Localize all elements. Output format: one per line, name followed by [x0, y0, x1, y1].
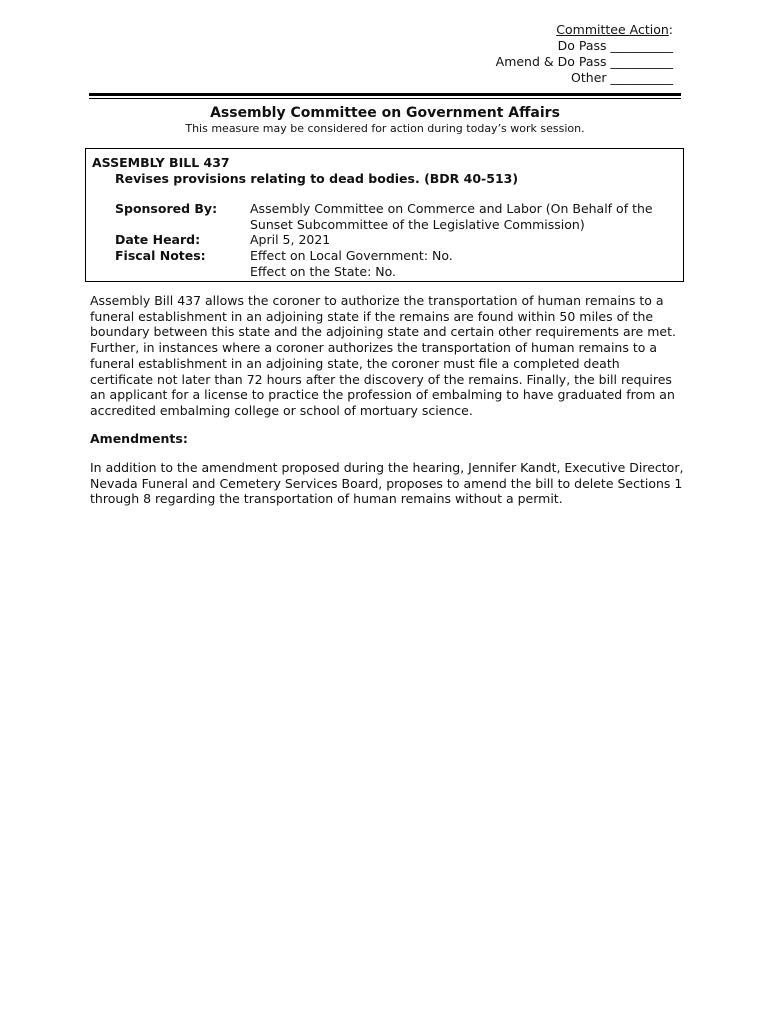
committee-action-other: Other __________ [571, 70, 673, 85]
sponsored-by-label: Sponsored By: [115, 201, 218, 216]
committee-subtitle: This measure may be considered for action during today’s work session. [185, 122, 585, 135]
amendments-paragraph: In addition to the amendment proposed during the hearing, Jennifer Kandt, Executive Director, Nevada Funeral and Cemetery Services Board, proposes to amend the bill to delete Sections 1 through 8 regarding the transportation of human remains without a permit. [90, 460, 684, 507]
committee-title: Assembly Committee on Government Affairs [210, 105, 560, 121]
bill-summary-box [85, 148, 684, 282]
committee-action-block [496, 22, 673, 86]
bill-description-paragraph: Assembly Bill 437 allows the coroner to authorize the transportation of human remains to a funeral establishment in an adjoining state if the remains are found within 50 miles of the boundary between this state and the adjoining state and certain other requirements are met. Further, in instances where a coroner authorizes the transportation of human remains to a funeral establishment in an adjoining state, the coroner must file a completed death certificate not later than 72 hours after the discovery of the remains. Finally, the bill requires an applicant for a license to practice the profession of embalming to have graduated from an accredited embalming college or school of mortuary science. [90, 293, 676, 418]
fiscal-notes-label: Fiscal Notes: [115, 248, 206, 263]
header-rule-thin [89, 98, 681, 99]
header-rule-thick [89, 93, 681, 96]
fiscal-notes-state: Effect on the State: No. [250, 264, 397, 279]
committee-action-amend-do-pass: Amend & Do Pass __________ [495, 54, 673, 69]
amendments-heading: Amendments: [90, 431, 188, 446]
committee-action-do-pass: Do Pass __________ [557, 38, 673, 53]
bill-number: ASSEMBLY BILL 437 [92, 155, 230, 170]
fiscal-notes-local: Effect on Local Government: No. [250, 248, 453, 263]
bill-summary: Revises provisions relating to dead bodies. (BDR 40-513) [115, 171, 519, 186]
date-heard-value: April 5, 2021 [250, 232, 331, 247]
date-heard-label: Date Heard: [115, 232, 201, 247]
committee-action-title: Committee Action: [556, 22, 673, 37]
sponsored-by-value: Assembly Committee on Commerce and Labor (On Behalf of the Sunset Subcommittee of the Legislative Commission) [250, 201, 653, 232]
